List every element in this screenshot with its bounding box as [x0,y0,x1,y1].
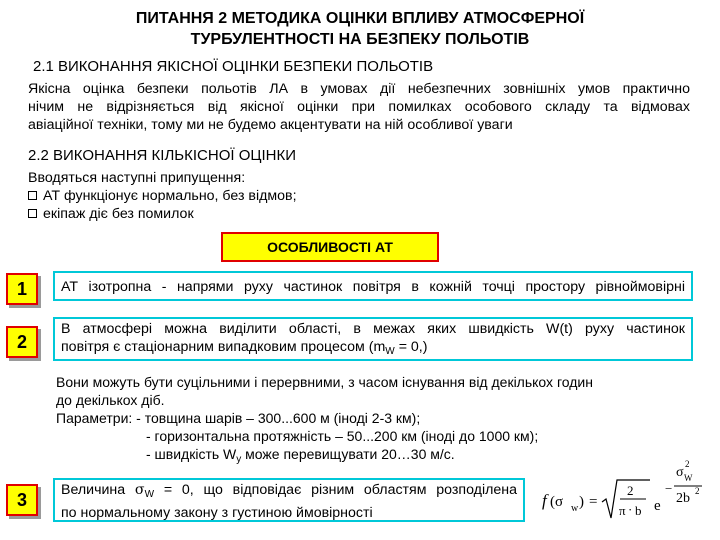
normal-distribution-formula [538,452,714,532]
formula-b: b [635,503,642,518]
paragraph-line: авіаційної техніки, тому ми не будемо акцентувати на ній особливої уваги [28,117,513,133]
formula-exp-den-power: 2 [695,486,700,496]
page-title [0,8,720,50]
formula-arg-close: ) [579,494,584,510]
page-title-line-1: ПИТАННЯ 2 МЕТОДИКА ОЦІНКИ ВПЛИВУ АТМОСФЕРНОЇ [135,10,585,27]
feature-item-3 [53,478,525,522]
feature-item-1 [53,271,693,301]
formula-e: e [654,498,661,514]
item-number-badge: 1 [6,273,38,305]
checkbox-bullet-icon [28,209,37,218]
formula-exp-minus: − [665,481,673,496]
item-number-badge: 3 [6,484,38,516]
feature-item-3-text: Величина [61,482,135,498]
feature-item-3-line [61,481,517,504]
feature-item-2-text: = 0,) [394,339,428,355]
details-line: Параметри: - товщина шарів – 300...600 м (іноді 2-3 км); [56,410,421,426]
formula-arg-sub: w [571,503,579,514]
formula-f: f [542,491,547,510]
paragraph-line: Якісна оцінка безпеки польотів ЛА в умовах дії небезпечних зовнішніх умов практично [28,81,690,97]
details-line: Вони можуть бути суцільними і перервними, з часом існування від декількох годин [56,374,593,390]
section-2-2-heading: 2.2 ВИКОНАННЯ КІЛЬКІСНОЇ ОЦІНКИ [28,147,296,164]
sigma-symbol: σ [134,482,145,498]
formula-exp-den: 2b [676,491,690,506]
details-text: може перевищувати 20…30 м/с. [241,446,455,462]
details-line: до декількох діб. [56,392,165,408]
assumptions-intro: Вводяться наступні припущення: [28,170,246,186]
assumptions-block [28,169,528,223]
section-2-1-heading: 2.1 ВИКОНАННЯ ЯКІСНОЇ ОЦІНКИ БЕЗПЕКИ ПОЛЬОТІВ [33,58,434,75]
features-title-box: ОСОБЛИВОСТІ АТ [221,232,439,262]
details-text: - швидкість W [146,446,237,462]
details-line: - горизонтальна протяжність – 50...200 км (іноді до 1000 км); [146,428,539,444]
feature-item-2-line [61,338,685,361]
formula-exp-sigma: σ [676,465,684,480]
subscript: W [385,346,395,357]
formula-numerator: 2 [627,483,634,498]
formula-exp-w: W [684,473,693,483]
assumption-item [28,187,528,205]
feature-item-1-text: АТ ізотропна - напрями руху частинок повітря в кожній точці простору рівноймовірні [61,279,685,295]
formula-pi: π [619,503,626,518]
checkbox-bullet-icon [28,191,37,200]
item-number-badge: 2 [6,326,38,358]
feature-item-2-text: повітря є стаціонарним випадковим процесом (m [61,339,386,355]
paragraph-line: нічим не відрізняється від якісної оцінки при помилках особового складу та відмовах [28,99,690,115]
feature-item-3-text: = 0, що відповідає різним областям розподілена [154,482,517,498]
subscript: W [144,489,155,500]
section-2-1-paragraph [28,80,690,134]
assumption-text: АТ функціонує нормально, без відмов; [43,188,297,204]
feature-item-2 [53,317,693,361]
formula-dot: · [628,502,633,517]
page-title-line-2: ТУРБУЛЕНТНОСТІ НА БЕЗПЕКУ ПОЛЬОТІВ [190,31,530,48]
feature-item-3-line: по нормальному закону з густиною ймовірності [61,505,373,521]
assumption-text: екіпаж діє без помилок [43,206,194,222]
formula-eq: = [589,494,598,510]
subscript: y [236,454,242,465]
formula-exp-power: 2 [685,459,690,469]
feature-item-2-line: В атмосфері можна виділити області, в межах яких швидкість W(t) руху частинок [61,321,685,337]
formula-arg: (σ [550,494,564,510]
assumption-item [28,205,528,223]
